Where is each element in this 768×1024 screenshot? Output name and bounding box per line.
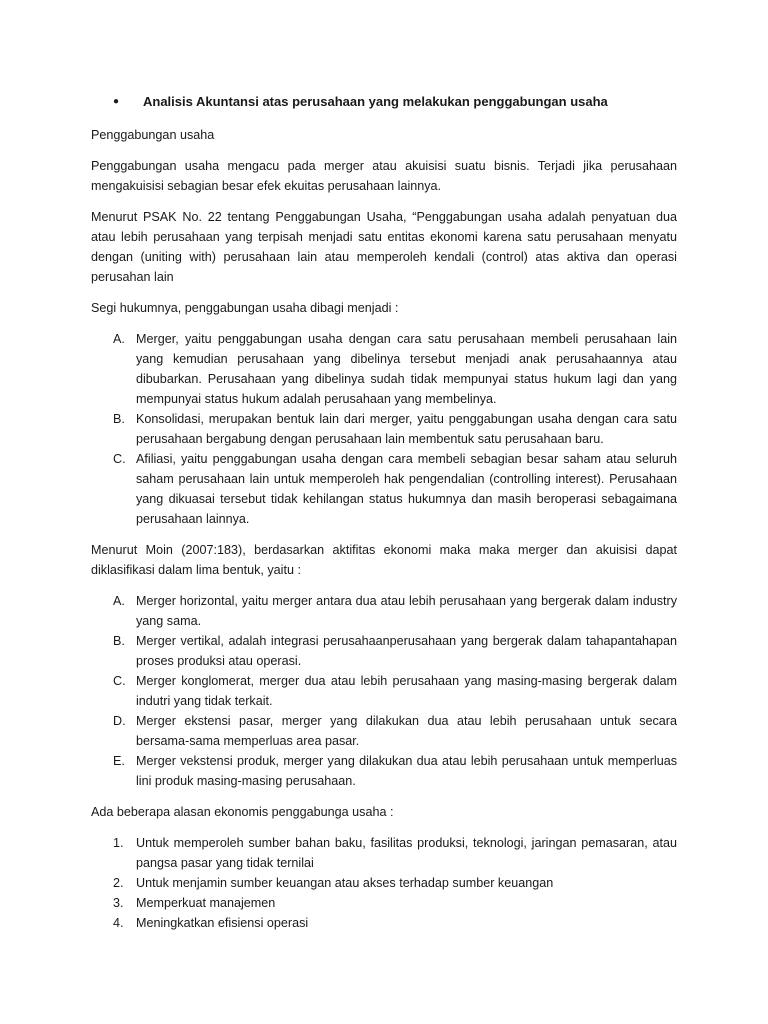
list-item	[91, 751, 677, 791]
heading-text: Analisis Akuntansi atas perusahaan yang melakukan penggabungan usaha	[143, 94, 608, 109]
list-marker: B.	[113, 412, 125, 426]
list-item-text: Merger horizontal, yaitu merger antara dua atau lebih perusahaan yang bergerak dalam industry yang sama.	[136, 594, 677, 628]
list-item	[91, 671, 677, 711]
paragraph-psak: Menurut PSAK No. 22 tentang Penggabungan Usaha, “Penggabungan usaha adalah penyatuan dua atau lebih perusahaan yang terpisah menjadi satu entitas ekonomi karena satu perusahaan menyatu dengan (uniting with) perusahaan lain atau memperoleh kendali (control) atas aktiva dan operasi perusahan lain	[91, 210, 677, 284]
list-marker: 1.	[113, 836, 124, 850]
list-item	[91, 893, 677, 913]
list-marker: 2.	[113, 876, 124, 890]
section-heading	[91, 92, 677, 112]
list-item-text: Afiliasi, yaitu penggabungan usaha dengan cara membeli sebagian besar saham atau seluruh saham perusahaan lain untuk memperoleh hak pengendalian (controlling interest). Perusahaan yang dikuasai tersebut tidak kehilangan status hukumnya dan masih beroperasi sebagaimana perusahaan lainnya.	[136, 452, 677, 526]
list-item	[91, 449, 677, 529]
list-marker: C.	[113, 674, 126, 688]
list-item-text: Merger, yaitu penggabungan usaha dengan cara satu perusahaan membeli perusahaan lain yang kemudian perusahaan yang dibelinya tersebut menjadi anak perusahaannya atau dibubarkan. Perusahaan yang dibelinya sudah tidak mempunyai status hukum lagi dan yang mempunyai status hukum adalah perusahaan yang membelinya.	[136, 332, 677, 406]
list-item-text: Untuk memperoleh sumber bahan baku, fasilitas produksi, teknologi, jaringan pemasaran, atau pangsa pasar yang tidak ternilai	[136, 836, 677, 870]
paragraph-legal-intro: Segi hukumnya, penggabungan usaha dibagi menjadi :	[91, 301, 399, 315]
list-marker: 3.	[113, 896, 124, 910]
subheading: Penggabungan usaha	[91, 128, 215, 142]
list-item	[91, 631, 677, 671]
legal-types-list	[91, 329, 677, 529]
list-item-text: Merger ekstensi pasar, merger yang dilakukan dua atau lebih perusahaan untuk secara bersama-sama memperluas area pasar.	[136, 714, 677, 748]
list-item	[91, 591, 677, 631]
list-marker: B.	[113, 634, 125, 648]
list-marker: C.	[113, 452, 126, 466]
document-page	[91, 92, 677, 944]
list-item	[91, 833, 677, 873]
bullet-icon: ●	[113, 96, 120, 107]
list-item	[91, 913, 677, 933]
list-item-text: Untuk menjamin sumber keuangan atau akses terhadap sumber keuangan	[136, 876, 554, 890]
list-item-text: Merger konglomerat, merger dua atau lebih perusahaan yang masing-masing bergerak dalam indutri yang tidak terkait.	[136, 674, 677, 708]
list-marker: D.	[113, 714, 126, 728]
list-marker: A.	[113, 594, 125, 608]
paragraph-definition: Penggabungan usaha mengacu pada merger atau akuisisi suatu bisnis. Terjadi jika perusahaan mengakuisisi sebagian besar efek ekuitas perusahaan lainnya.	[91, 159, 677, 193]
list-item	[91, 873, 677, 893]
list-item-text: Merger vertikal, adalah integrasi perusahaanperusahaan yang bergerak dalam tahapantahapan proses produksi atau operasi.	[136, 634, 677, 668]
paragraph-moin: Menurut Moin (2007:183), berdasarkan aktifitas ekonomi maka maka merger dan akuisisi dapat diklasifikasi dalam lima bentuk, yaitu :	[91, 543, 677, 577]
list-item	[91, 711, 677, 751]
list-item-text: Konsolidasi, merupakan bentuk lain dari merger, yaitu penggabungan usaha dengan cara satu perusahaan bergabung dengan perusahaan lain membentuk satu perusahaan baru.	[136, 412, 677, 446]
list-item-text: Meningkatkan efisiensi operasi	[136, 916, 309, 930]
list-marker: E.	[113, 754, 125, 768]
paragraph-reasons-intro: Ada beberapa alasan ekonomis penggabunga usaha :	[91, 805, 394, 819]
list-marker: 4.	[113, 916, 124, 930]
list-item	[91, 409, 677, 449]
list-item-text: Merger vekstensi produk, merger yang dilakukan dua atau lebih perusahaan untuk memperluas lini produk masing-masing perusahaan.	[136, 754, 677, 788]
merger-types-list	[91, 591, 677, 791]
economic-reasons-list	[91, 833, 677, 933]
list-marker: A.	[113, 332, 125, 346]
list-item	[91, 329, 677, 409]
list-item-text: Memperkuat manajemen	[136, 896, 276, 910]
